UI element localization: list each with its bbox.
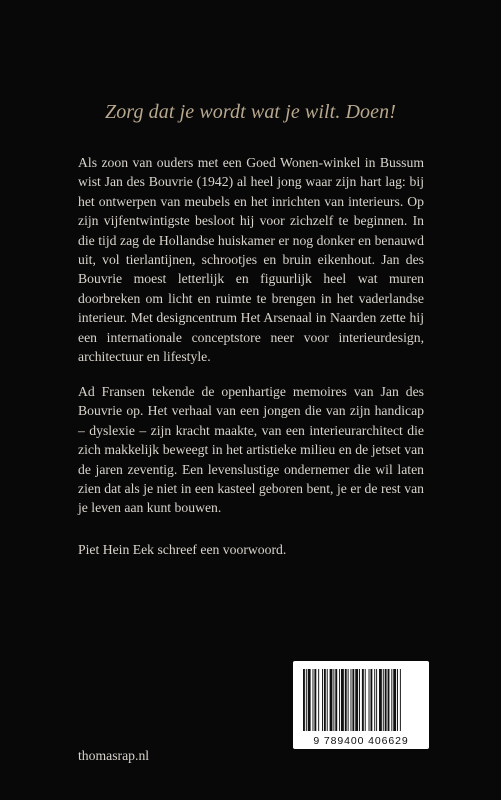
barcode-bar [351,669,352,731]
barcode-bar [308,669,311,731]
barcode-icon [293,661,429,737]
barcode-bar [314,669,316,731]
barcode-bar [355,669,358,731]
isbn-number: 9 789400 406629 [313,735,409,747]
barcode-bar [318,669,319,731]
barcode-bar [330,669,333,731]
barcode-label [293,661,429,749]
barcode-bar [379,669,382,731]
barcode-bar [335,669,337,731]
barcode-bar [370,669,372,731]
barcode-bar [388,669,390,731]
blurb-paragraph-1: Als zoon van ouders met een Goed Wonen-winkel in Bussum wist Jan des Bouvrie (1942) al heel jong waar zijn hart lag: bij het ontwerpen van meubels en het inrichten van interieurs. Op zijn vijfentwintigste besloot hij voor zichzelf te beginnen. In die tijd zag de Hollandse huiskamer er nog donker en benauwd uit, vol tierlantijnen, schrootjes en bruin eikenhout. Jan des Bouvrie moest letterlijk en figuurlijk heel wat muren doorbreken om licht en ruimte te brengen in het vaderlandse interieur. Met designcentrum Het Arsenaal in Naarden zette hij een internationale conceptstore neer voor interieurdesign, architectuur en lifestyle. [78,155,424,365]
barcode-bar [339,669,340,731]
barcode-bar [345,669,347,731]
barcode-bar [369,669,370,731]
blurb-paragraph-3: Piet Hein Eek schreef een voorwoord. [78,542,287,557]
publisher-website: thomasrap.nl [78,748,150,763]
barcode-bar [352,669,354,731]
barcode-bar [391,669,392,731]
barcode-bar [359,669,360,731]
barcode-bar [324,669,326,731]
barcode-bar [348,669,349,731]
tagline: Zorg dat je wordt wat je wilt. Doen! [104,101,396,123]
barcode-bar [322,669,323,731]
barcode-bar [306,669,307,731]
barcode-bar [385,669,387,731]
barcode-bar [333,669,334,731]
barcode-bar [327,669,328,731]
barcode-bar [400,669,401,731]
blurb-paragraph-2: Ad Fransen tekende de openhartige memoires van Jan des Bouvrie op. Het verhaal van een jongen die van zijn handicap – dyslexie – zijn kracht maakte, van een interieurarchitect die zich makkelijk beweegt in het artistieke milieu en de jetset van de jaren zeventig. Een levenslustige ondernemer die wil laten zien dat als je niet in een kasteel geboren bent, je er de rest van je leven aan kunt bouwen. [78,384,424,516]
barcode-bar [362,669,364,731]
barcode-bar [313,669,314,731]
barcode-bar [397,669,398,731]
barcode-bar [341,669,344,731]
barcode-bar [303,669,305,731]
barcode-bar [376,669,377,731]
barcode-bar [393,669,396,731]
barcode-bar [365,669,366,731]
barcode-bar [374,669,375,731]
barcode-bar [383,669,384,731]
